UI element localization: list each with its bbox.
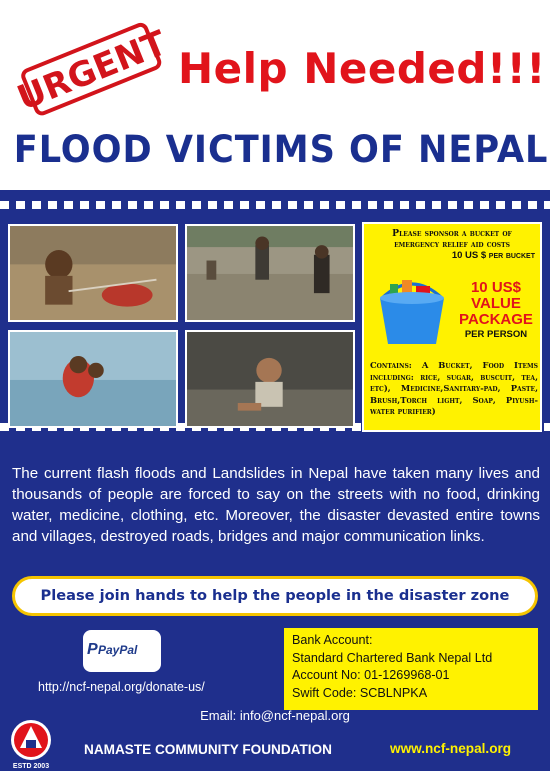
value-line-3: PACKAGE — [459, 311, 533, 328]
paypal-icon: P — [87, 641, 98, 658]
flood-victims-title: FLOOD VICTIMS OF NEPAL — [13, 128, 549, 171]
value-line-1: 10 US$ — [470, 279, 522, 296]
ncf-logo-icon — [8, 718, 54, 770]
relief-bucket-icon — [372, 268, 452, 348]
donate-link[interactable]: http://ncf-nepal.org/donate-us/ — [38, 680, 205, 694]
value-package — [452, 280, 540, 340]
join-hands-text: Please join hands to help the people in the disaster zone — [40, 587, 510, 604]
mother-and-child-in-water-photo — [10, 332, 176, 426]
bank-line-4: Swift Code: SCBLNPKA — [292, 685, 428, 700]
sponsor-line-2: emergency relief aid costs — [394, 239, 510, 250]
logo-estd-text: ESTD 2003 — [12, 763, 50, 770]
value-line-4: PER PERSON — [464, 329, 528, 340]
photo-mother-child-water — [8, 330, 178, 428]
photo-people-wading — [185, 224, 355, 322]
contact-email[interactable]: Email: info@ncf-nepal.org — [200, 708, 350, 723]
bank-details-box — [284, 628, 538, 710]
urgent-stamp-text: URGENT — [12, 23, 172, 119]
toddler-on-ground-photo — [187, 332, 353, 426]
paypal-label: PayPal — [98, 643, 138, 657]
people-wading-photo — [187, 226, 353, 320]
photo-child-floodwater — [8, 224, 178, 322]
poster-header — [0, 0, 550, 190]
sponsor-box — [362, 222, 542, 432]
photo-toddler — [185, 330, 355, 428]
paypal-button[interactable] — [83, 630, 161, 672]
package-contents: Contains: A Bucket, Food Items including: rice, sugar, buscuit, tea, etc), Medicine,Sanitary-pad, Paste, Brush,Torch light, Soap, Piyush-water purifier) — [370, 360, 538, 417]
website-link[interactable]: www.ncf-nepal.org — [390, 741, 512, 756]
child-in-floodwater-photo — [10, 226, 176, 320]
value-line-2: VALUE — [471, 295, 521, 312]
appeal-body-text: The current flash floods and Landslides in Nepal have taken many lives and thousands of people are forced to say on the streets with no food, drinking water, medicine, clothing, etc. Moreover, the disaster devasted entire towns and villages, destroyed roads, bridges and major communication links. — [12, 465, 540, 545]
urgent-stamp — [12, 6, 172, 136]
organization-name: NAMASTE COMMUNITY FOUNDATION — [84, 742, 332, 757]
bank-line-3: Account No: 01-1269968-01 — [292, 668, 450, 682]
film-sprockets-top — [0, 201, 550, 209]
sponsor-price: 10 US $ per bucket — [451, 250, 535, 261]
help-needed-title: Help Needed!!! — [178, 44, 546, 93]
bank-line-2: Standard Chartered Bank Nepal Ltd — [292, 650, 493, 665]
sponsor-line-1: Please sponsor a bucket of — [392, 228, 512, 239]
bank-line-1: Bank Account: — [292, 633, 373, 647]
join-hands-banner — [12, 576, 538, 616]
